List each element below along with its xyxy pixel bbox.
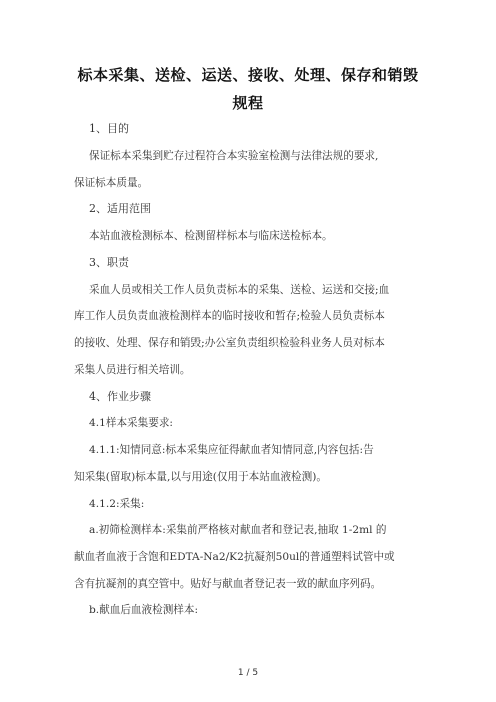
subsection-4-1-2-heading: 4.1.2:采集: bbox=[89, 498, 145, 510]
section-3-heading: 3、职责 bbox=[89, 256, 129, 269]
item-a-line: 献血者血液于含饱和EDTA-Na2/K2抗凝剂50ul的普通塑料试管中或 bbox=[74, 551, 395, 563]
item-a-line: 含有抗凝剂的真空管中。贴好与献血者登记表一致的献血序列码。 bbox=[74, 578, 382, 590]
subsection-4-1-1-line: 知采集(留取)标本量,以与用途(仅用于本站血液检测)。 bbox=[74, 471, 327, 483]
section-1-paragraph-line: 保证标本质量。 bbox=[74, 177, 149, 189]
item-a-line: a.初筛检测样本:采集前严格核对献血者和登记表,抽取 1-2ml 的 bbox=[89, 524, 387, 536]
section-3-paragraph-line: 采集人员进行相关培训。 bbox=[74, 364, 191, 376]
document-title-line-1: 标本采集、送检、运送、接收、处理、保存和销毁 bbox=[77, 66, 419, 84]
page-number: 1 / 5 bbox=[237, 668, 259, 678]
section-3-paragraph-line: 采血人员或相关工作人员负责标本的采集、送检、运送和交接;血 bbox=[89, 284, 390, 296]
section-3-paragraph-line: 的接收、处理、保存和销毁;办公室负责组织检验科业务人员对标本 bbox=[74, 337, 385, 349]
document-title-line-2: 规程 bbox=[232, 94, 264, 112]
item-b-line: b.献血后血液检测样本: bbox=[89, 604, 199, 616]
section-1-heading: 1、目的 bbox=[89, 122, 129, 135]
section-2-paragraph-line: 本站血液检测标本、检测留样标本与临床送检标本。 bbox=[89, 230, 333, 242]
subsection-4-1-1-line: 4.1.1:知情同意:标本采集应征得献血者知情同意,内容包括:告 bbox=[89, 444, 374, 456]
subsection-4-1-heading: 4.1样本采集要求: bbox=[89, 417, 173, 429]
section-1-paragraph-line: 保证标本采集到贮存过程符合本实验室检测与法律法规的要求, bbox=[89, 150, 379, 162]
section-4-heading: 4、作业步骤 bbox=[89, 390, 151, 403]
section-3-paragraph-line: 库工作人员负责血液检测样本的临时接收和暂存;检验人员负责标本 bbox=[74, 310, 385, 322]
section-2-heading: 2、适用范围 bbox=[89, 202, 151, 215]
